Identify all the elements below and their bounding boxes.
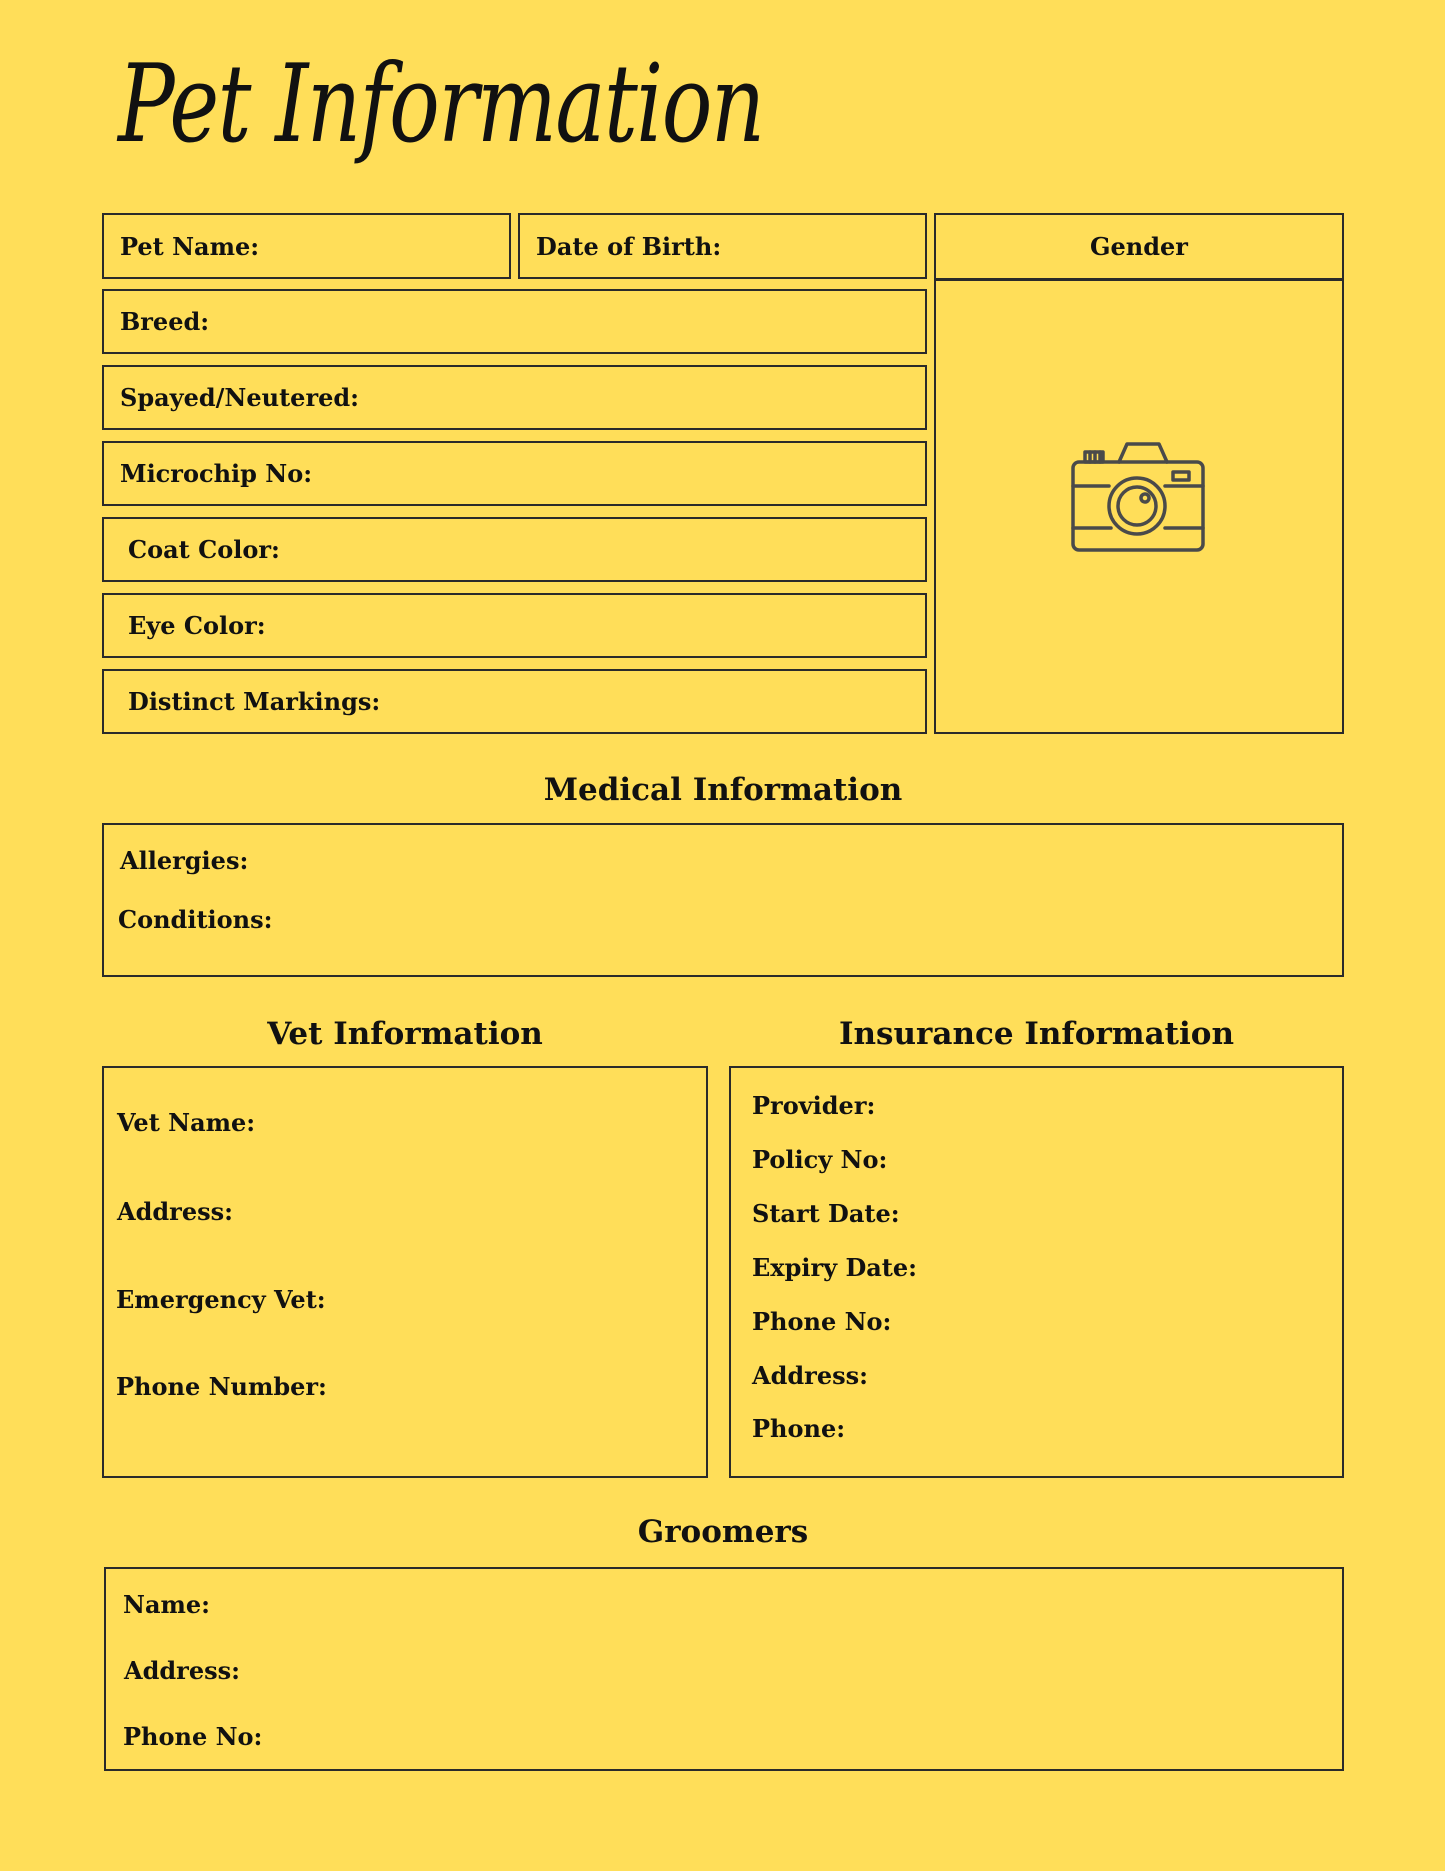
allergies-label: Allergies: xyxy=(120,846,249,875)
insurance-phone-label: Phone: xyxy=(752,1414,846,1443)
provider-label: Provider: xyxy=(752,1091,876,1120)
camera-icon xyxy=(1071,440,1207,552)
microchip-field[interactable] xyxy=(102,441,927,506)
conditions-label: Conditions: xyxy=(118,905,273,934)
spayed-neutered-field[interactable] xyxy=(102,365,927,430)
breed-field[interactable] xyxy=(102,289,927,354)
microchip-label: Microchip No: xyxy=(120,459,313,488)
pet-name-label: Pet Name: xyxy=(120,231,260,261)
coat-color-field[interactable] xyxy=(102,517,927,582)
groomers-heading: Groomers xyxy=(637,1514,809,1550)
vet-phone-number-label: Phone Number: xyxy=(116,1372,327,1401)
gender-field[interactable] xyxy=(934,213,1344,281)
date-of-birth-label: Date of Birth: xyxy=(536,231,722,261)
insurance-heading: Insurance Information xyxy=(839,1016,1234,1052)
policy-no-label: Policy No: xyxy=(752,1145,888,1174)
expiry-date-label: Expiry Date: xyxy=(752,1253,918,1282)
insurance-phone-no-label: Phone No: xyxy=(752,1307,892,1336)
emergency-vet-label: Emergency Vet: xyxy=(116,1285,326,1314)
groomers-box[interactable] xyxy=(104,1567,1344,1771)
distinct-markings-label: Distinct Markings: xyxy=(128,687,381,716)
breed-label: Breed: xyxy=(120,307,210,336)
start-date-label: Start Date: xyxy=(752,1199,900,1228)
groomer-address-label: Address: xyxy=(124,1656,240,1685)
vet-address-label: Address: xyxy=(117,1197,233,1226)
medical-heading: Medical Information xyxy=(543,772,903,808)
vet-name-label: Vet Name: xyxy=(117,1108,256,1137)
spayed-neutered-label: Spayed/Neutered: xyxy=(120,383,359,412)
eye-color-field[interactable] xyxy=(102,593,927,658)
insurance-address-label: Address: xyxy=(752,1361,868,1390)
date-of-birth-field[interactable] xyxy=(518,213,927,279)
eye-color-label: Eye Color: xyxy=(128,611,266,640)
groomer-phone-no-label: Phone No: xyxy=(123,1722,263,1751)
coat-color-label: Coat Color: xyxy=(128,535,280,564)
groomer-name-label: Name: xyxy=(123,1590,211,1619)
distinct-markings-field[interactable] xyxy=(102,669,927,734)
pet-name-field[interactable] xyxy=(102,213,511,279)
medical-box[interactable] xyxy=(102,823,1344,977)
vet-heading: Vet Information xyxy=(267,1016,543,1052)
page-title: Pet Information xyxy=(118,42,764,167)
gender-label: Gender xyxy=(1090,232,1188,261)
